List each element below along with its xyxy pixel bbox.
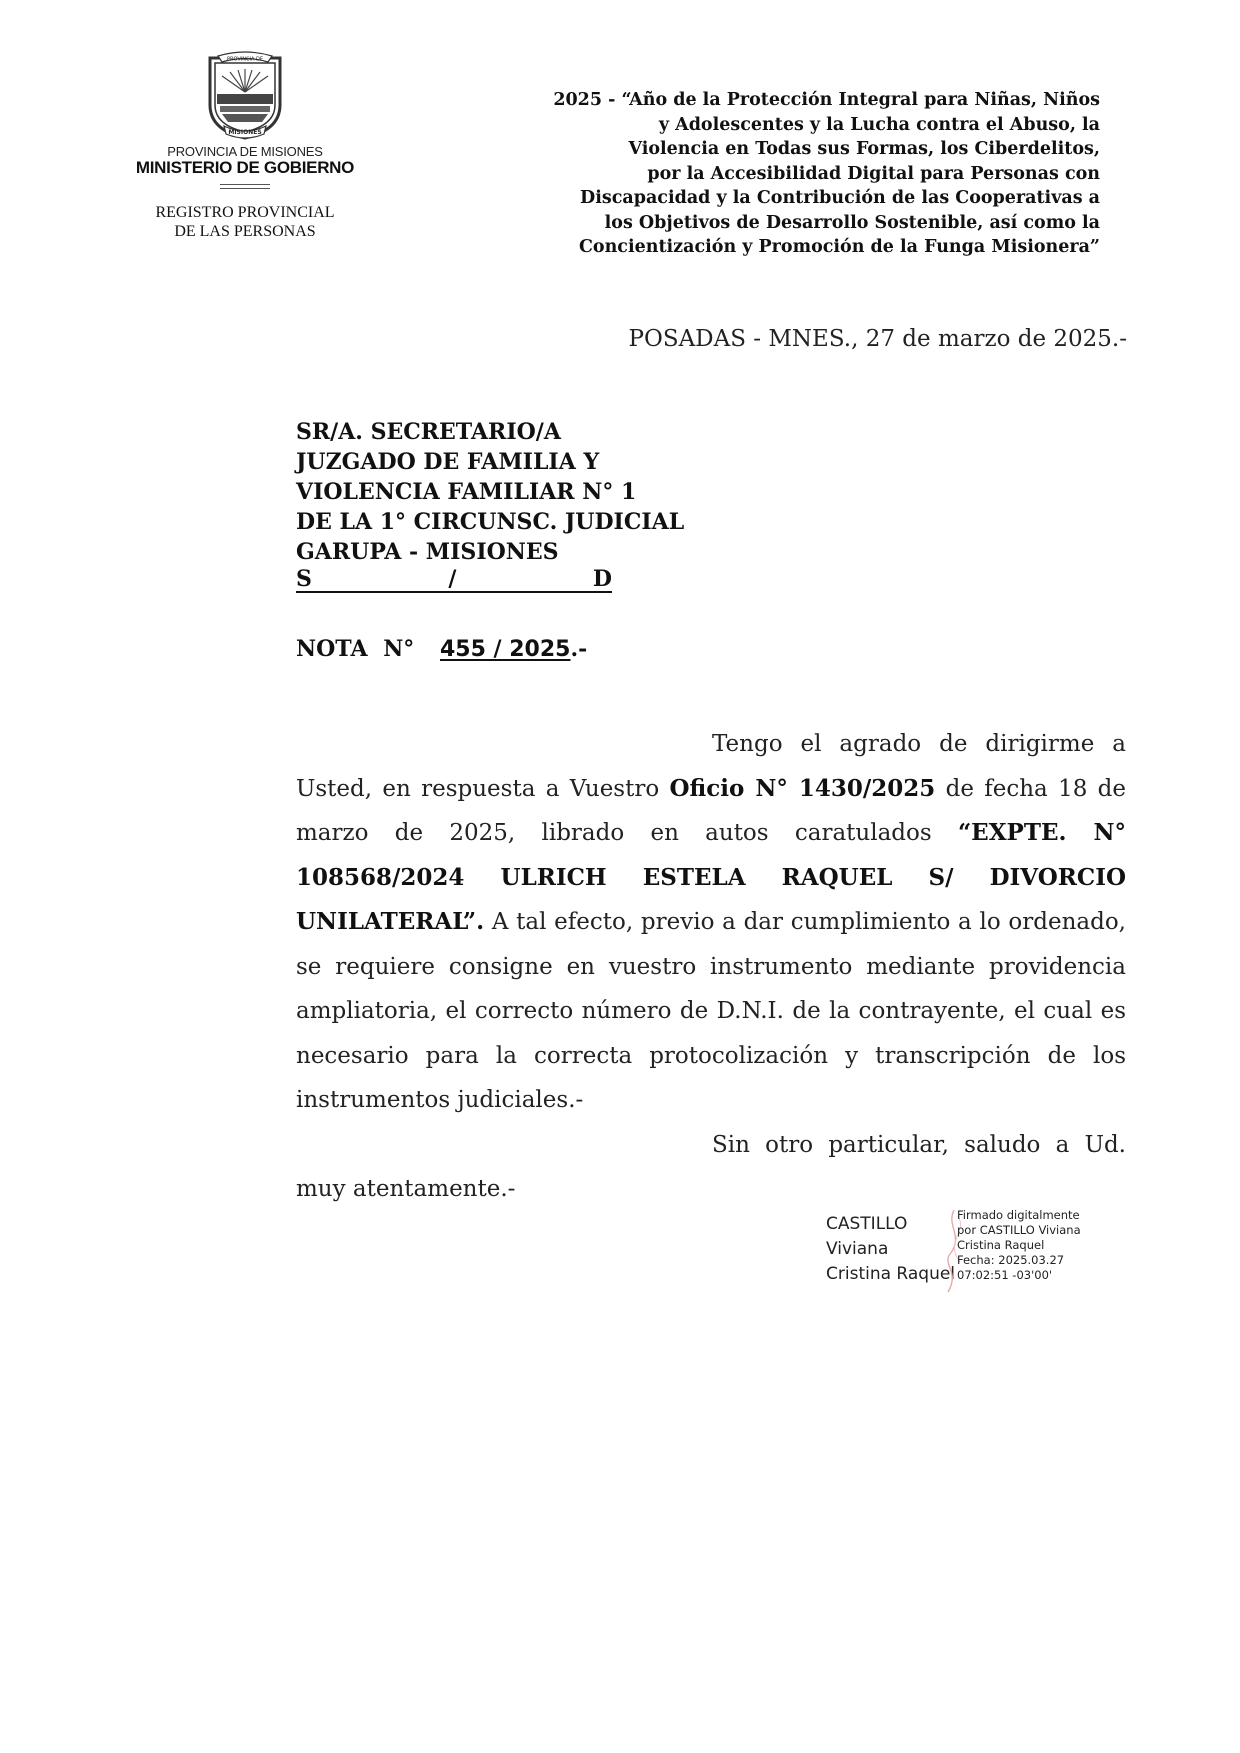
svg-text:MISIONES: MISIONES [228,129,262,136]
body-intro: Tengo el agrado de dirigirme a Usted, en respuesta a Vuestro [296,731,1126,802]
motto-line: los Objetivos de Desarrollo Sostenible, así como la [604,212,1100,233]
addressee-line: JUZGADO DE FAMILIA Y [296,449,600,475]
motto-line: y Adolescentes y la Lucha contra el Abuso, la [658,114,1100,135]
body-paragraph-1 [296,722,1126,1123]
note-number [296,636,587,662]
registry-line-2: DE LAS PERSONAS [174,223,316,240]
body-rest: A tal efecto, previo a dar cumplimiento a lo ordenado, se requiere consigne en vuestro instrumento mediante providencia ampliatoria, el correcto número de D.N.I. de la contrayente, el cual es necesario para la correcta protocolización y transcripción de los instrumentos judiciales.- [296,909,1126,1113]
sd-d: D [592,566,612,592]
signature-details [957,1208,1081,1283]
signature-detail-line: Firmado digitalmente [957,1208,1080,1222]
signature-detail-line: 07:02:51 -03'00' [957,1268,1053,1282]
motto-line: Violencia en Todas sus Formas, los Ciberdelitos, [628,139,1100,159]
nota-no-label: N° [383,636,415,662]
svg-text:PROVINCIA DE: PROVINCIA DE [227,56,263,63]
registry-line-1: REGISTRO PROVINCIAL [155,204,335,221]
signer-name-line: Cristina Raquel [826,1264,956,1284]
signature-detail-line: por CASTILLO Viviana [957,1223,1081,1237]
nota-number-value: 455 / 2025 [439,637,571,662]
signature-detail-line: Cristina Raquel [957,1238,1045,1252]
signer-name-line: CASTILLO [826,1214,908,1234]
nota-label: NOTA [296,636,368,662]
body-mid: de fecha 18 de marzo de 2025, librado en autos caratulados [296,775,1126,846]
divider [220,184,270,185]
motto-line: por la Accesibilidad Digital para Personas con [647,163,1100,184]
signature-detail-line: Fecha: 2025.03.27 [957,1253,1065,1267]
motto-line: 2025 - “Año de la Protección Integral para Niñas, Niños [553,90,1100,110]
nota-suffix: .- [570,636,588,662]
addressee-line: GARUPA - MISIONES [296,539,559,565]
oficio-reference: Oficio N° 1430/2025 [669,774,936,802]
ministry-name: MINISTERIO DE GOBIERNO [135,158,355,177]
divider [220,188,270,189]
digital-signature [826,1206,1086,1296]
sd-slash: / [448,566,457,592]
motto-line: Concientización y Promoción de la Funga Misionera” [578,237,1100,257]
motto-line: Discapacidad y la Contribución de las Cooperativas a [580,188,1100,208]
addressee-block [296,417,684,593]
sd-line [296,567,612,593]
body-paragraph-2: Sin otro particular, saludo a Ud. muy atentamente.- [296,1131,1126,1202]
letterhead [115,50,375,241]
case-reference: “EXPTE. N° 108568/2024 ULRICH ESTELA RAQUEL S/ DIVORCIO UNILATERAL”. [296,819,1126,935]
sd-s: S [296,566,312,592]
signer-name-line: Viviana [826,1239,889,1259]
addressee-line: DE LA 1° CIRCUNSC. JUDICIAL [296,509,685,535]
year-motto [460,88,1100,260]
addressee-line: SR/A. SECRETARIO/A [296,419,561,445]
registry-name [115,203,375,241]
province-name: PROVINCIA DE MISIONES [167,144,323,159]
provincial-seal-icon [200,50,290,140]
letter-body [296,722,1126,1212]
addressee-line: VIOLENCIA FAMILIAR N° 1 [296,479,637,505]
place-date: POSADAS - MNES., 27 de marzo de 2025.- [628,326,1127,352]
